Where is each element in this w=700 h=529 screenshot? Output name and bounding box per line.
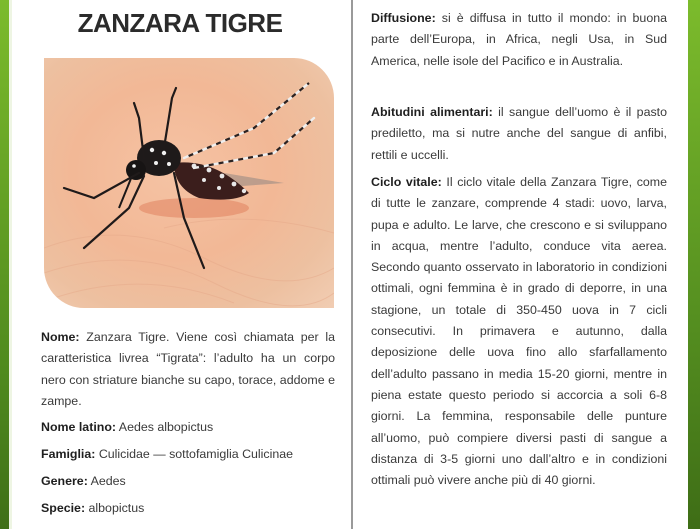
fact-label: Specie: [41, 501, 86, 515]
fact-text: albopictus [85, 501, 145, 515]
fact-label: Nome: [41, 330, 80, 344]
right-column [353, 0, 688, 529]
fact-genus [41, 471, 341, 492]
fact-feeding-habits [371, 102, 667, 166]
fact-text: si è diffusa in tutto il mondo: in buona parte dell’Europa, in Africa, negli Usa, in Sud America, nelle isole del Pacifico e in Australia. [371, 11, 667, 68]
mosquito-photo [44, 58, 334, 308]
fact-text: Zanzara Tigre. Viene così chiamata per la caratteristica livrea “Tigrata”: l’adulto ha un corpo nero con striature bianche su capo, torace, addome e zampe. [41, 330, 335, 408]
fact-life-cycle [371, 172, 667, 491]
fact-label: Abitudini alimentari: [371, 105, 493, 119]
fact-family [41, 444, 341, 465]
green-side-bar-right [688, 0, 700, 529]
fact-species [41, 498, 341, 519]
fact-label: Ciclo vitale: [371, 175, 442, 189]
fact-label: Nome latino: [41, 420, 117, 434]
fact-label: Diffusione: [371, 11, 436, 25]
left-column [12, 0, 348, 529]
green-side-bar-left [0, 0, 9, 529]
fact-latin-name [41, 417, 341, 438]
fact-diffusion [371, 8, 667, 72]
fact-text: Aedes [87, 474, 126, 488]
fact-text: Aedes albopictus [116, 420, 214, 434]
fact-label: Genere: [41, 474, 88, 488]
page-title: ZANZARA TIGRE [77, 8, 283, 38]
fact-text: il sangue dell’uomo è il pasto prediletto, ma si nutre anche del sangue di anfibi, rettili e uccelli. [371, 105, 667, 162]
fact-label: Famiglia: [41, 447, 96, 461]
fact-text: Il ciclo vitale della Zanzara Tigre, come di tutte le zanzare, comprende 4 stadi: uovo, larva, pupa e adulto. Le larve, che crescono e si sviluppano in acqua, mentre l’adulto, conduce vita aerea. Secondo quanto osservato in laboratorio in condizioni ottimali, ogni femmina è in grado di deporre, in una stagione, un totale di 350-450 uova in 7 cicli consecutivi. In primavera e autunno, dalla deposizione delle uova fino allo sfarfallamento dell’adulto passano in media 15-20 giorni, mentre in piena estate questo periodo si accorcia a soli 6-8 giorni. La femmina, responsabile delle punture all’uomo, può compiere diversi pasti di sangue a distanza di 3-5 giorni uno dall’altro e in condizioni ottimali può vivere anche più di 40 giorni. [371, 175, 668, 488]
fact-text: Culicidae — sottofamiglia Culicinae [95, 447, 294, 461]
mosquito-icon [44, 58, 334, 308]
fact-name [41, 327, 335, 412]
